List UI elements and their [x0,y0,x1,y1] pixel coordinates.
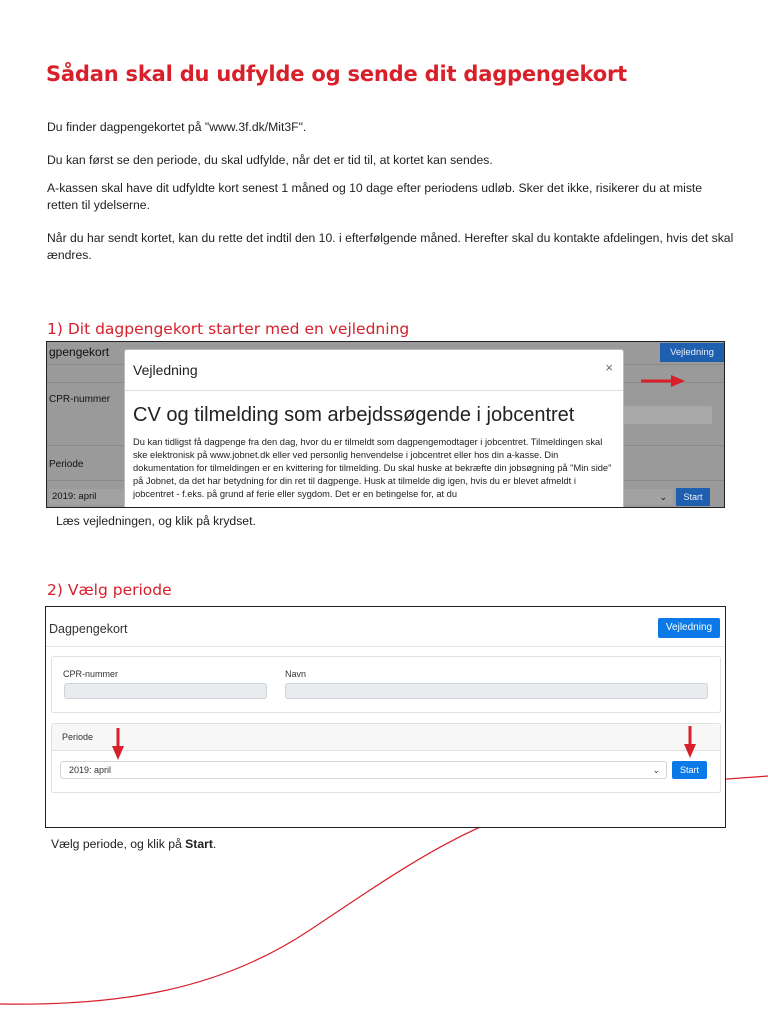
period-card [51,723,721,793]
step1-heading: 1) Dit dagpengekort starter med en vejledning [47,320,410,338]
intro-paragraph: Når du har sendt kortet, kan du rette det indtil den 10. i efterfølgende måned. Herefter skal du kontakte afdelingen, hvis det skal ændres. [47,231,734,262]
step2-caption [51,837,216,851]
modal-heading: CV og tilmelding som arbejdssøgende i jobcentret [133,404,575,426]
close-icon[interactable]: × [605,360,613,375]
screenshot-vaelg-periode [45,606,726,828]
chevron-down-icon: ⌄ [652,765,660,775]
background-vejledning-button: Vejledning [660,343,724,362]
cpr-field [64,683,267,699]
screenshot-vejledning [46,341,725,508]
cpr-label: CPR-nummer [63,669,119,679]
step2-caption-start: Start [185,837,213,851]
dagpengekort-title: Dagpengekort [49,622,128,636]
periode-label: Periode [62,732,94,742]
modal-title: Vejledning [133,362,198,378]
step2-caption-end: . [212,837,217,851]
arrow-down-icon [111,728,125,760]
vejledning-modal [124,349,624,508]
background-start-button: Start [676,488,710,506]
start-button[interactable]: Start [672,761,707,779]
period-select-value: 2019: april [69,765,112,775]
navn-label: Navn [285,669,307,679]
period-card-header [52,724,720,751]
divider [46,646,725,647]
background-field [622,406,712,424]
vejledning-button[interactable]: Vejledning [658,618,720,638]
background-page-title: gpengekort [49,345,110,359]
navn-field [285,683,708,699]
modal-divider [125,390,623,391]
intro-paragraph: A-kassen skal have dit udfyldte kort senest 1 måned og 10 dage efter periodens udløb. Sker det ikke, risikerer du at miste retten til ydelserne. [47,181,703,212]
background-periode-label: Periode [49,459,84,470]
background-select-value: 2019: april [52,491,97,502]
intro-paragraph: Du finder dagpengekortet på "www.3f.dk/Mit3F". [47,120,307,134]
period-select[interactable] [60,761,667,779]
modal-body-text: Du kan tidligst få dagpenge fra den dag, hvor du er tilmeldt som dagpengemodtager i jobcentret. Tilmeldingen skal ske elektronisk på www.jobnet.dk eller ved personlig henvendelse i jobcentret eller hos din a-kasse. Din dokumentation for tilmeldingen er en kvittering for tilmelding. Du skal huske at bekræfte din jobsøgning på "Min side" på Jobnet, da det har betydning for din ret til dagpenge. Husk at tilmelde dig igen, hvis du er blevet afmeldt i jobcentret - f.eks. på grund af ferie eller sygdom. Det er en betingelse for, at du [133,437,612,499]
background-cpr-label: CPR-nummer [49,394,111,405]
chevron-down-icon: ⌄ [659,492,667,502]
personal-info-card [51,656,721,713]
step2-heading: 2) Vælg periode [47,581,172,599]
step2-caption-text: Vælg periode, og klik på [51,837,186,851]
arrow-down-icon [683,726,697,758]
step1-caption: Læs vejledningen, og klik på krydset. [56,514,256,528]
arrow-right-icon [641,374,685,388]
page-title: Sådan skal du udfylde og sende dit dagpengekort [46,62,627,86]
intro-paragraph: Du kan først se den periode, du skal udfylde, når det er tid til, at kortet kan sendes. [47,153,493,167]
